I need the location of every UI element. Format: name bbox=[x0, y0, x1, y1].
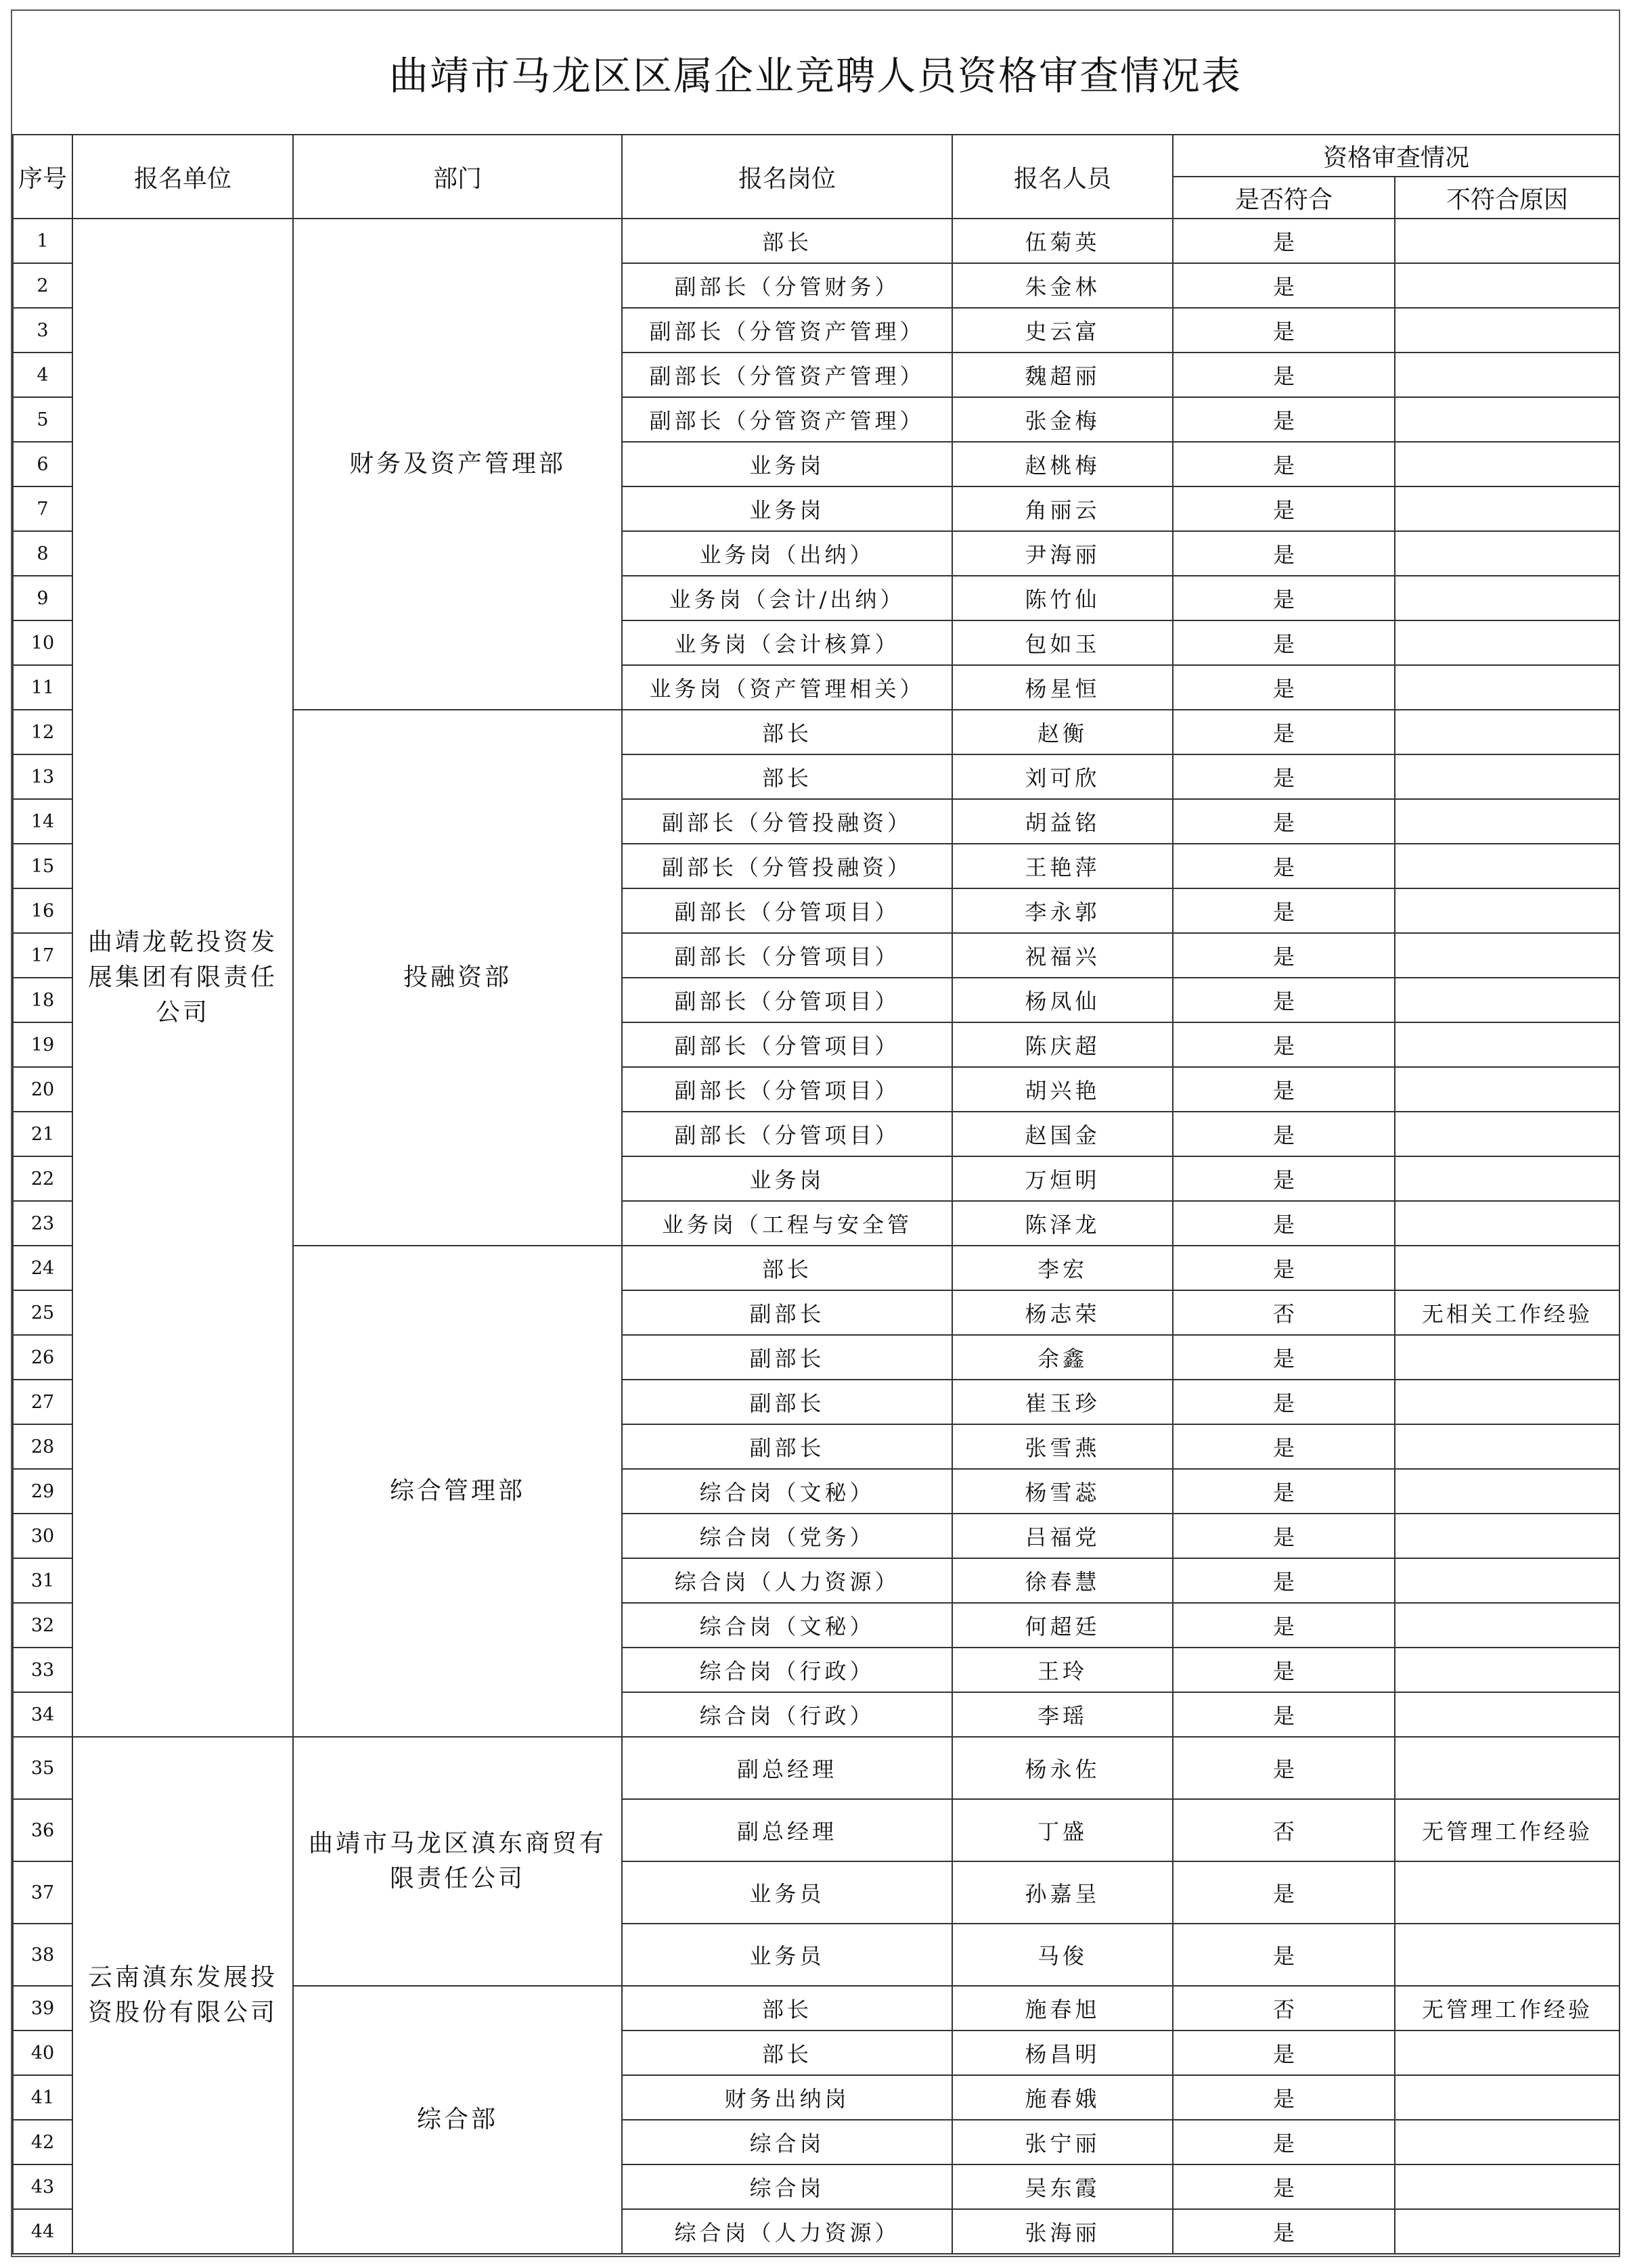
reason-cell bbox=[1395, 799, 1619, 844]
row-number: 40 bbox=[13, 2031, 72, 2075]
row-number: 5 bbox=[13, 397, 72, 442]
person-cell: 孙嘉呈 bbox=[952, 1861, 1173, 1924]
position-cell: 副部长（分管财务） bbox=[622, 263, 952, 308]
reason-cell: 无相关工作经验 bbox=[1395, 1290, 1619, 1335]
reason-cell bbox=[1395, 710, 1619, 754]
position-cell: 副部长 bbox=[622, 1335, 952, 1380]
position-cell: 副部长（分管投融资） bbox=[622, 799, 952, 844]
row-number: 38 bbox=[13, 1924, 72, 1986]
person-cell: 王玲 bbox=[952, 1648, 1173, 1692]
reason-cell bbox=[1395, 1861, 1619, 1924]
row-number: 43 bbox=[13, 2164, 72, 2209]
position-cell: 副部长（分管项目） bbox=[622, 933, 952, 978]
row-number: 10 bbox=[13, 620, 72, 665]
header-dept: 部门 bbox=[293, 135, 622, 219]
reason-cell bbox=[1395, 576, 1619, 620]
reason-cell bbox=[1395, 1558, 1619, 1603]
row-number: 39 bbox=[13, 1986, 72, 2031]
row-number: 21 bbox=[13, 1112, 72, 1156]
person-cell: 张雪燕 bbox=[952, 1424, 1173, 1469]
position-cell: 业务岗（会计/出纳） bbox=[622, 576, 952, 620]
review-table bbox=[12, 134, 1620, 2254]
person-cell: 李宏 bbox=[952, 1246, 1173, 1290]
department-cell: 财务及资产管理部 bbox=[293, 219, 622, 710]
position-cell: 业务岗（出纳） bbox=[622, 531, 952, 576]
qualified-cell: 是 bbox=[1173, 888, 1395, 933]
table-row bbox=[13, 219, 1619, 263]
row-number: 26 bbox=[13, 1335, 72, 1380]
person-cell: 崔玉珍 bbox=[952, 1380, 1173, 1424]
position-cell: 部长 bbox=[622, 2031, 952, 2075]
reason-cell bbox=[1395, 1112, 1619, 1156]
row-number: 8 bbox=[13, 531, 72, 576]
row-number: 17 bbox=[13, 933, 72, 978]
header-seq: 序号 bbox=[13, 135, 72, 219]
department-cell: 曲靖市马龙区滇东商贸有限责任公司 bbox=[293, 1737, 622, 1986]
row-number: 4 bbox=[13, 353, 72, 397]
header-review: 资格审查情况 bbox=[1173, 135, 1619, 177]
position-cell: 综合岗（文秘） bbox=[622, 1603, 952, 1648]
reason-cell bbox=[1395, 1737, 1619, 1799]
qualified-cell: 是 bbox=[1173, 1246, 1395, 1290]
person-cell: 赵衡 bbox=[952, 710, 1173, 754]
position-cell: 部长 bbox=[622, 754, 952, 799]
qualified-cell: 是 bbox=[1173, 844, 1395, 888]
row-number: 19 bbox=[13, 1022, 72, 1067]
row-number: 33 bbox=[13, 1648, 72, 1692]
row-number: 9 bbox=[13, 576, 72, 620]
header-position: 报名岗位 bbox=[622, 135, 952, 219]
row-number: 1 bbox=[13, 219, 72, 263]
reason-cell bbox=[1395, 1692, 1619, 1737]
position-cell: 综合岗（行政） bbox=[622, 1648, 952, 1692]
position-cell: 综合岗（文秘） bbox=[622, 1469, 952, 1514]
reason-cell bbox=[1395, 219, 1619, 263]
person-cell: 李瑶 bbox=[952, 1692, 1173, 1737]
reason-cell: 无管理工作经验 bbox=[1395, 1799, 1619, 1861]
row-number: 28 bbox=[13, 1424, 72, 1469]
row-number: 18 bbox=[13, 978, 72, 1022]
row-number: 36 bbox=[13, 1799, 72, 1861]
row-number: 7 bbox=[13, 486, 72, 531]
position-cell: 业务岗（资产管理相关） bbox=[622, 665, 952, 710]
row-number: 25 bbox=[13, 1290, 72, 1335]
person-cell: 王艳萍 bbox=[952, 844, 1173, 888]
reason-cell bbox=[1395, 1603, 1619, 1648]
row-number: 44 bbox=[13, 2209, 72, 2254]
person-cell: 魏超丽 bbox=[952, 353, 1173, 397]
qualified-cell: 是 bbox=[1173, 620, 1395, 665]
reason-cell bbox=[1395, 1335, 1619, 1380]
person-cell: 包如玉 bbox=[952, 620, 1173, 665]
row-number: 16 bbox=[13, 888, 72, 933]
row-number: 2 bbox=[13, 263, 72, 308]
reason-cell bbox=[1395, 1924, 1619, 1986]
position-cell: 综合岗 bbox=[622, 2164, 952, 2209]
row-number: 32 bbox=[13, 1603, 72, 1648]
qualified-cell: 是 bbox=[1173, 308, 1395, 353]
qualified-cell: 是 bbox=[1173, 1558, 1395, 1603]
position-cell: 部长 bbox=[622, 1246, 952, 1290]
qualified-cell: 是 bbox=[1173, 2164, 1395, 2209]
qualified-cell: 是 bbox=[1173, 1156, 1395, 1201]
position-cell: 业务员 bbox=[622, 1861, 952, 1924]
person-cell: 张金梅 bbox=[952, 397, 1173, 442]
person-cell: 施春娥 bbox=[952, 2075, 1173, 2120]
reason-cell bbox=[1395, 1424, 1619, 1469]
person-cell: 杨凤仙 bbox=[952, 978, 1173, 1022]
qualified-cell: 是 bbox=[1173, 1514, 1395, 1558]
position-cell: 副部长（分管项目） bbox=[622, 1112, 952, 1156]
qualified-cell: 是 bbox=[1173, 2075, 1395, 2120]
position-cell: 业务岗（工程与安全管 bbox=[622, 1201, 952, 1246]
person-cell: 吴东霞 bbox=[952, 2164, 1173, 2209]
position-cell: 副部长（分管资产管理） bbox=[622, 308, 952, 353]
table-row bbox=[13, 1737, 1619, 1799]
reason-cell bbox=[1395, 1380, 1619, 1424]
reason-cell bbox=[1395, 2031, 1619, 2075]
reason-cell bbox=[1395, 353, 1619, 397]
position-cell: 副部长 bbox=[622, 1290, 952, 1335]
reason-cell bbox=[1395, 2164, 1619, 2209]
row-number: 31 bbox=[13, 1558, 72, 1603]
page-title: 曲靖市马龙区区属企业竞聘人员资格审查情况表 bbox=[388, 53, 1242, 99]
person-cell: 陈竹仙 bbox=[952, 576, 1173, 620]
person-cell: 朱金林 bbox=[952, 263, 1173, 308]
position-cell: 业务岗 bbox=[622, 442, 952, 486]
row-number: 24 bbox=[13, 1246, 72, 1290]
position-cell: 副部长（分管项目） bbox=[622, 1067, 952, 1112]
row-number: 13 bbox=[13, 754, 72, 799]
qualified-cell: 是 bbox=[1173, 353, 1395, 397]
reason-cell bbox=[1395, 1201, 1619, 1246]
position-cell: 综合岗（人力资源） bbox=[622, 1558, 952, 1603]
row-number: 35 bbox=[13, 1737, 72, 1799]
person-cell: 杨昌明 bbox=[952, 2031, 1173, 2075]
qualified-cell: 是 bbox=[1173, 754, 1395, 799]
qualified-cell: 否 bbox=[1173, 1290, 1395, 1335]
person-cell: 祝福兴 bbox=[952, 933, 1173, 978]
qualified-cell: 是 bbox=[1173, 1692, 1395, 1737]
person-cell: 张海丽 bbox=[952, 2209, 1173, 2254]
department-cell: 综合部 bbox=[293, 1986, 622, 2254]
person-cell: 角丽云 bbox=[952, 486, 1173, 531]
person-cell: 刘可欣 bbox=[952, 754, 1173, 799]
position-cell: 副部长（分管资产管理） bbox=[622, 353, 952, 397]
reason-cell bbox=[1395, 442, 1619, 486]
person-cell: 陈庆超 bbox=[952, 1022, 1173, 1067]
person-cell: 张宁丽 bbox=[952, 2120, 1173, 2164]
person-cell: 施春旭 bbox=[952, 1986, 1173, 2031]
qualified-cell: 是 bbox=[1173, 1022, 1395, 1067]
qualified-cell: 是 bbox=[1173, 1737, 1395, 1799]
person-cell: 胡益铭 bbox=[952, 799, 1173, 844]
position-cell: 综合岗（行政） bbox=[622, 1692, 952, 1737]
person-cell: 尹海丽 bbox=[952, 531, 1173, 576]
qualified-cell: 是 bbox=[1173, 1861, 1395, 1924]
row-number: 15 bbox=[13, 844, 72, 888]
header-unit: 报名单位 bbox=[72, 135, 293, 219]
reason-cell bbox=[1395, 1648, 1619, 1692]
person-cell: 赵桃梅 bbox=[952, 442, 1173, 486]
reason-cell bbox=[1395, 665, 1619, 710]
person-cell: 丁盛 bbox=[952, 1799, 1173, 1861]
qualified-cell: 是 bbox=[1173, 1924, 1395, 1986]
qualified-cell: 是 bbox=[1173, 1469, 1395, 1514]
row-number: 6 bbox=[13, 442, 72, 486]
person-cell: 徐春慧 bbox=[952, 1558, 1173, 1603]
row-number: 12 bbox=[13, 710, 72, 754]
reason-cell bbox=[1395, 754, 1619, 799]
position-cell: 综合岗（人力资源） bbox=[622, 2209, 952, 2254]
qualified-cell: 是 bbox=[1173, 576, 1395, 620]
position-cell: 部长 bbox=[622, 1986, 952, 2031]
person-cell: 杨志荣 bbox=[952, 1290, 1173, 1335]
position-cell: 副部长 bbox=[622, 1424, 952, 1469]
qualified-cell: 是 bbox=[1173, 1380, 1395, 1424]
position-cell: 副部长（分管项目） bbox=[622, 1022, 952, 1067]
reason-cell bbox=[1395, 486, 1619, 531]
person-cell: 赵国金 bbox=[952, 1112, 1173, 1156]
row-number: 42 bbox=[13, 2120, 72, 2164]
qualified-cell: 否 bbox=[1173, 1986, 1395, 2031]
person-cell: 史云富 bbox=[952, 308, 1173, 353]
unit-cell: 云南滇东发展投资股份有限公司 bbox=[72, 1737, 293, 2254]
qualified-cell: 是 bbox=[1173, 933, 1395, 978]
row-number: 27 bbox=[13, 1380, 72, 1424]
person-cell: 伍菊英 bbox=[952, 219, 1173, 263]
qualified-cell: 是 bbox=[1173, 1335, 1395, 1380]
reason-cell bbox=[1395, 620, 1619, 665]
reason-cell bbox=[1395, 2209, 1619, 2254]
reason-cell bbox=[1395, 2120, 1619, 2164]
position-cell: 副部长（分管项目） bbox=[622, 888, 952, 933]
position-cell: 综合岗（党务） bbox=[622, 1514, 952, 1558]
reason-cell bbox=[1395, 263, 1619, 308]
department-cell: 综合管理部 bbox=[293, 1246, 622, 1737]
position-cell: 副部长（分管资产管理） bbox=[622, 397, 952, 442]
position-cell: 业务岗 bbox=[622, 486, 952, 531]
qualified-cell: 是 bbox=[1173, 1648, 1395, 1692]
position-cell: 副总经理 bbox=[622, 1737, 952, 1799]
position-cell: 综合岗 bbox=[622, 2120, 952, 2164]
qualified-cell: 是 bbox=[1173, 665, 1395, 710]
position-cell: 副部长 bbox=[622, 1380, 952, 1424]
person-cell: 杨星恒 bbox=[952, 665, 1173, 710]
reason-cell bbox=[1395, 1514, 1619, 1558]
document-sheet bbox=[11, 9, 1620, 2257]
position-cell: 业务岗（会计核算） bbox=[622, 620, 952, 665]
reason-cell bbox=[1395, 397, 1619, 442]
qualified-cell: 是 bbox=[1173, 1201, 1395, 1246]
qualified-cell: 是 bbox=[1173, 442, 1395, 486]
position-cell: 副部长（分管项目） bbox=[622, 978, 952, 1022]
qualified-cell: 是 bbox=[1173, 486, 1395, 531]
person-cell: 万烜明 bbox=[952, 1156, 1173, 1201]
qualified-cell: 否 bbox=[1173, 1799, 1395, 1861]
row-number: 34 bbox=[13, 1692, 72, 1737]
reason-cell bbox=[1395, 933, 1619, 978]
qualified-cell: 是 bbox=[1173, 397, 1395, 442]
reason-cell bbox=[1395, 308, 1619, 353]
person-cell: 杨雪蕊 bbox=[952, 1469, 1173, 1514]
qualified-cell: 是 bbox=[1173, 710, 1395, 754]
reason-cell bbox=[1395, 531, 1619, 576]
reason-cell bbox=[1395, 888, 1619, 933]
qualified-cell: 是 bbox=[1173, 799, 1395, 844]
person-cell: 何超廷 bbox=[952, 1603, 1173, 1648]
department-cell: 投融资部 bbox=[293, 710, 622, 1246]
person-cell: 吕福党 bbox=[952, 1514, 1173, 1558]
position-cell: 副总经理 bbox=[622, 1799, 952, 1861]
header-qualified: 是否符合 bbox=[1173, 177, 1395, 219]
qualified-cell: 是 bbox=[1173, 219, 1395, 263]
reason-cell bbox=[1395, 844, 1619, 888]
position-cell: 业务岗 bbox=[622, 1156, 952, 1201]
title-area bbox=[12, 11, 1619, 134]
row-number: 22 bbox=[13, 1156, 72, 1201]
person-cell: 余鑫 bbox=[952, 1335, 1173, 1380]
header-person: 报名人员 bbox=[952, 135, 1173, 219]
row-number: 29 bbox=[13, 1469, 72, 1514]
reason-cell bbox=[1395, 2075, 1619, 2120]
qualified-cell: 是 bbox=[1173, 2031, 1395, 2075]
person-cell: 李永郭 bbox=[952, 888, 1173, 933]
table-body bbox=[13, 219, 1619, 2254]
qualified-cell: 是 bbox=[1173, 1424, 1395, 1469]
position-cell: 部长 bbox=[622, 219, 952, 263]
header-reason: 不符合原因 bbox=[1395, 177, 1619, 219]
position-cell: 部长 bbox=[622, 710, 952, 754]
reason-cell bbox=[1395, 1067, 1619, 1112]
row-number: 37 bbox=[13, 1861, 72, 1924]
row-number: 41 bbox=[13, 2075, 72, 2120]
person-cell: 马俊 bbox=[952, 1924, 1173, 1986]
qualified-cell: 是 bbox=[1173, 1603, 1395, 1648]
person-cell: 陈泽龙 bbox=[952, 1201, 1173, 1246]
row-number: 23 bbox=[13, 1201, 72, 1246]
row-number: 14 bbox=[13, 799, 72, 844]
row-number: 11 bbox=[13, 665, 72, 710]
row-number: 30 bbox=[13, 1514, 72, 1558]
position-cell: 副部长（分管投融资） bbox=[622, 844, 952, 888]
person-cell: 胡兴艳 bbox=[952, 1067, 1173, 1112]
position-cell: 财务出纳岗 bbox=[622, 2075, 952, 2120]
row-number: 20 bbox=[13, 1067, 72, 1112]
reason-cell bbox=[1395, 1156, 1619, 1201]
qualified-cell: 是 bbox=[1173, 263, 1395, 308]
qualified-cell: 是 bbox=[1173, 1112, 1395, 1156]
reason-cell bbox=[1395, 1246, 1619, 1290]
reason-cell: 无管理工作经验 bbox=[1395, 1986, 1619, 2031]
qualified-cell: 是 bbox=[1173, 2209, 1395, 2254]
position-cell: 业务员 bbox=[622, 1924, 952, 1986]
row-number: 3 bbox=[13, 308, 72, 353]
reason-cell bbox=[1395, 1022, 1619, 1067]
person-cell: 杨永佐 bbox=[952, 1737, 1173, 1799]
qualified-cell: 是 bbox=[1173, 978, 1395, 1022]
unit-cell: 曲靖龙乾投资发展集团有限责任公司 bbox=[72, 219, 293, 1737]
reason-cell bbox=[1395, 978, 1619, 1022]
qualified-cell: 是 bbox=[1173, 2120, 1395, 2164]
qualified-cell: 是 bbox=[1173, 531, 1395, 576]
reason-cell bbox=[1395, 1469, 1619, 1514]
qualified-cell: 是 bbox=[1173, 1067, 1395, 1112]
